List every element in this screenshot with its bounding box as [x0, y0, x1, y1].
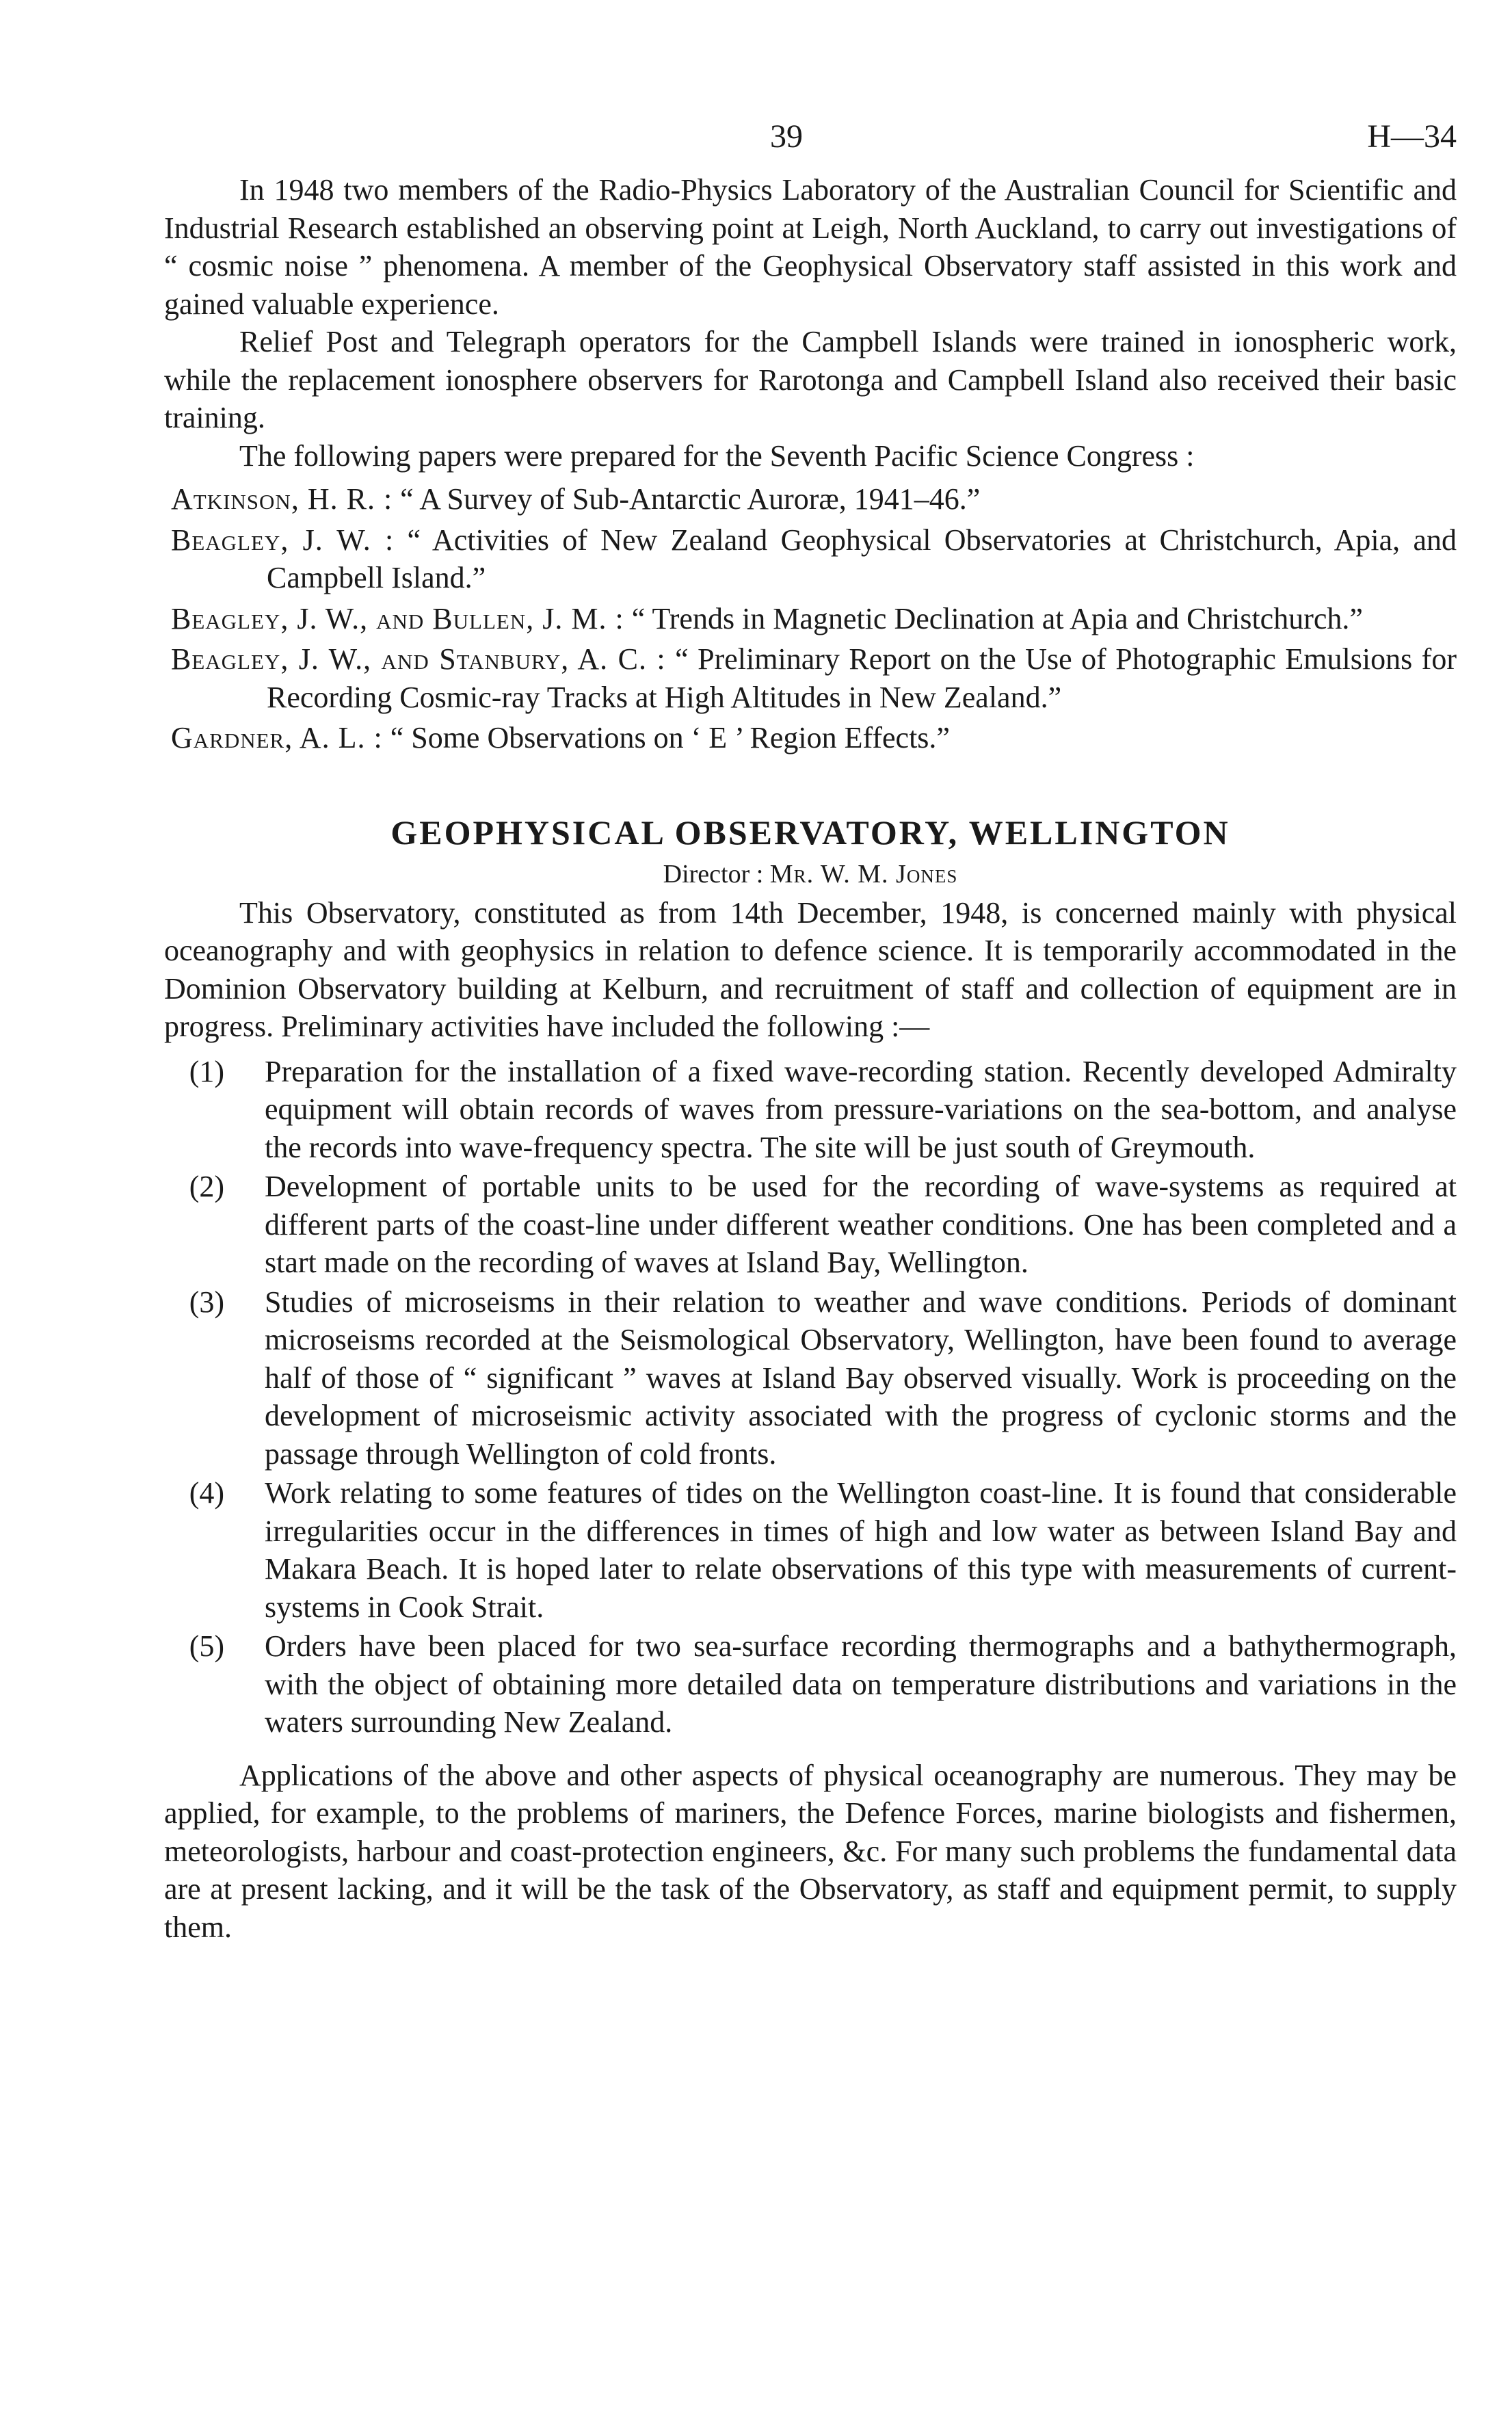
paper-authors: Gardner, A. L. :	[171, 721, 383, 754]
activity-text: Preparation for the installation of a fixed wave-recording station. Recently developed Admiralty equipment will obtain records of waves from pressure-variations on the sea-bottom, and analyse the records into wave-frequency spectra. The site will be just south of Greymouth.	[265, 1054, 1457, 1164]
activity-number: (5)	[189, 1629, 224, 1663]
paper-authors: Beagley, J. W., and Stanbury, A. C. :	[171, 642, 666, 676]
paragraph-radio-physics: In 1948 two members of the Radio-Physics Laboratory of the Australian Council for Scientific and Industrial Research established an observing point at Leigh, North Auckland, to carry out investigations of “ cosmic noise ” phenomena. A member of the Geophysical Observatory staff assisted in this work and gained valuable experience.	[164, 173, 1457, 321]
paragraph-papers-intro: The following papers were prepared for the Seventh Pacific Science Congress :	[239, 438, 1195, 473]
activity-number: (1)	[189, 1054, 224, 1088]
paper-entry	[164, 600, 1457, 638]
activity-number: (3)	[189, 1285, 224, 1319]
papers-list	[164, 480, 1457, 757]
section-title: GEOPHYSICAL OBSERVATORY, WELLINGTON	[390, 813, 1230, 852]
paragraph-relief-operators: Relief Post and Telegraph operators for the Campbell Islands were trained in ionospheric work, while the replacement ionosphere observers for Rarotonga and Campbell Island also received their basic training.	[164, 325, 1457, 434]
paper-title: “ A Survey of Sub-Antarctic Auroræ, 1941–46.”	[400, 482, 981, 516]
paper-entry	[164, 521, 1457, 597]
activity-number: (2)	[189, 1170, 224, 1203]
activity-item	[164, 1627, 1457, 1742]
activity-text: Development of portable units to be used for the recording of wave-systems as required at different parts of the coast-line under different weather conditions. One has been completed and a start made on the recording of waves at Island Bay, Wellington.	[265, 1170, 1457, 1279]
body-text	[164, 171, 1457, 1946]
paper-authors: Atkinson, H. R. :	[171, 482, 393, 516]
paper-title: “ Preliminary Report on the Use of Photographic Emulsions for Recording Cosmic-ray Tracks at High Altitudes in New Zealand.”	[267, 642, 1457, 714]
paper-authors: Beagley, J. W. :	[171, 523, 395, 557]
activity-item	[164, 1053, 1457, 1167]
paper-title: “ Trends in Magnetic Declination at Apia and Christchurch.”	[631, 601, 1363, 635]
paragraph-applications: Applications of the above and other aspects of physical oceanography are numerous. They may be applied, for example, to the problems of mariners, the Defence Forces, marine biologists and fishermen, meteorologists, harbour and coast-protection engineers, &c. For many such problems the fundamental data are at present lacking, and it will be the task of the Observatory, as staff and equipment permit, to supply them.	[164, 1758, 1457, 1944]
activity-text: Work relating to some features of tides on the Wellington coast-line. It is found that considerable irregularities occur in the differences in times of high and low water as between Island Bay and Makara Beach. It is hoped later to relate observations of this type with measurements of current-systems in Cook Strait.	[265, 1476, 1457, 1624]
paper-entry	[164, 480, 1457, 518]
paper-entry	[164, 640, 1457, 716]
paper-entry	[164, 719, 1457, 757]
activities-list	[164, 1053, 1457, 1742]
paper-title: “ Activities of New Zealand Geophysical Observatories at Christchurch, Apia, and Campbell Island.”	[267, 523, 1457, 594]
activity-number: (4)	[189, 1476, 224, 1510]
paragraph-observatory-intro: This Observatory, constituted as from 14th December, 1948, is concerned mainly with physical oceanography and with geophysics in relation to defence science. It is temporarily accommodated in the Dominion Observatory building at Kelburn, and recruitment of staff and collection of equipment are in progress. Preliminary activities have included the following :—	[164, 895, 1457, 1043]
director-line	[164, 857, 1457, 891]
director-name: Mr. W. M. Jones	[769, 859, 958, 889]
activity-text: Studies of microseisms in their relation to weather and wave conditions. Periods of dominant microseisms recorded at the Seismological Observatory, Wellington, have been found to average half of those of “ significant ” waves at Island Bay observed visually. Work is proceeding on the development of microseismic activity associated with the progress of cyclonic storms and the passage through Wellington of cold fronts.	[265, 1285, 1457, 1471]
paper-authors: Beagley, J. W., and Bullen, J. M. :	[171, 601, 624, 635]
paper-title: “ Some Observations on ‘ E ’ Region Effects.”	[390, 721, 950, 754]
activity-text: Orders have been placed for two sea-surface recording thermographs and a bathythermograph, with the object of obtaining more detailed data on temperature distributions and variations in the waters surrounding New Zealand.	[265, 1629, 1457, 1739]
director-label: Director :	[663, 859, 764, 889]
page-number: 39	[770, 118, 803, 155]
activity-item	[164, 1168, 1457, 1282]
activity-item	[164, 1283, 1457, 1473]
activity-item	[164, 1474, 1457, 1626]
document-reference: H—34	[1367, 118, 1457, 155]
